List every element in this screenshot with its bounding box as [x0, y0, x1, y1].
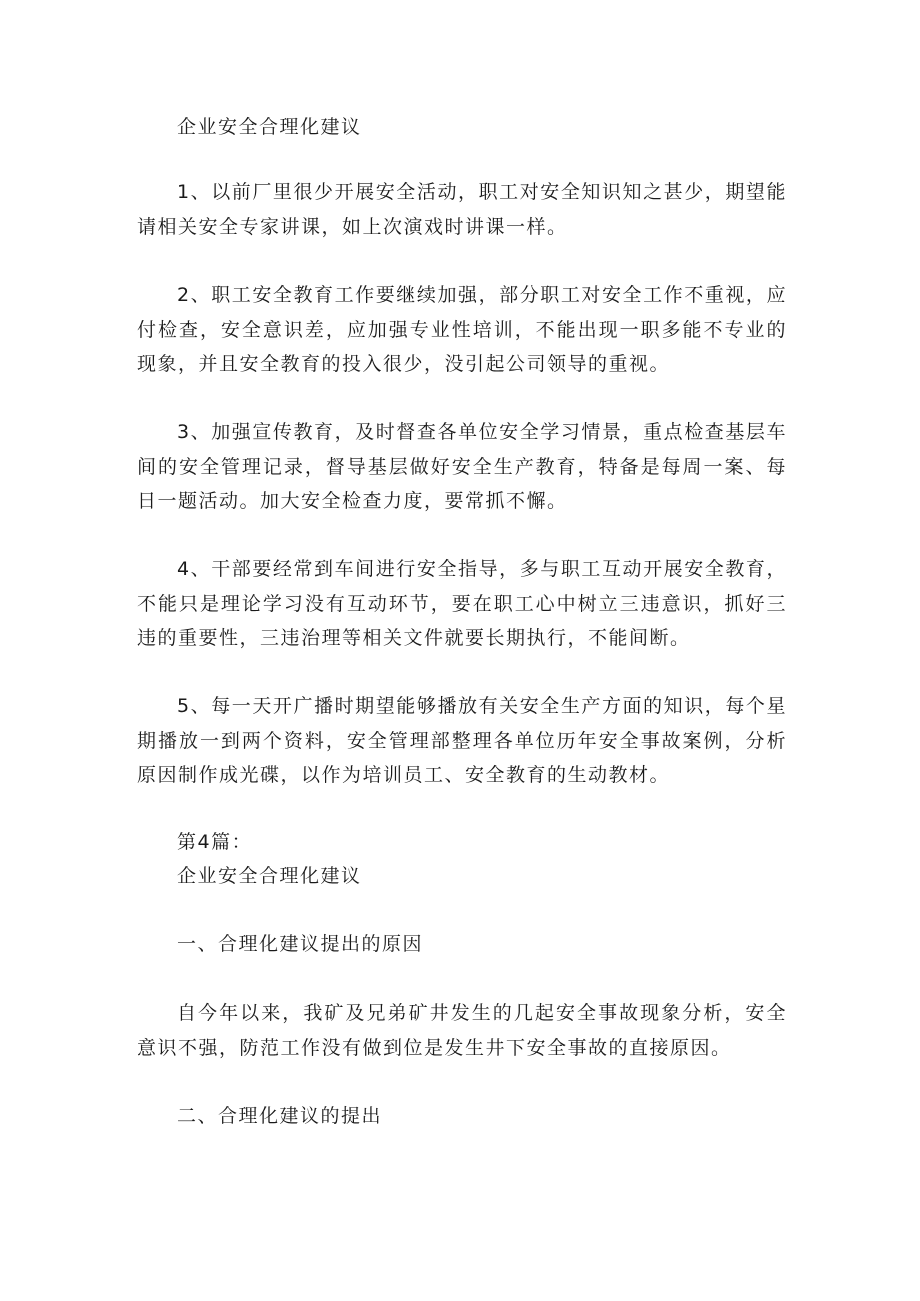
heading-reasons: 一、合理化建议提出的原因 — [177, 933, 424, 955]
document-title: 企业安全合理化建议 — [177, 116, 362, 138]
suggestion-item-5: 5、每一天开广播时期望能够播放有关安全生产方面的知识，每个星期播放一到两个资料，安全管理部整理各单位历年安全事故案例，分析原因制作成光碟，以作为培训员工、安全教育的生动教材。 — [137, 695, 787, 786]
suggestion-item-1: 1、以前厂里很少开展安全活动，职工对安全知识知之甚少，期望能请相关安全专家讲课，如上次演戏时讲课一样。 — [137, 181, 787, 238]
suggestion-item-2: 2、职工安全教育工作要继续加强，部分职工对安全工作不重视，应付检查，安全意识差，应加强专业性培训，不能出现一职多能不专业的现象，并且安全教育的投入很少，没引起公司领导的重视。 — [137, 284, 787, 375]
paragraph-reasons: 自今年以来，我矿及兄弟矿井发生的几起安全事故现象分析，安全意识不强，防范工作没有做到位是发生井下安全事故的直接原因。 — [137, 1002, 787, 1059]
suggestion-item-4: 4、干部要经常到车间进行安全指导，多与职工互动开展安全教育，不能只是理论学习没有互动环节，要在职工心中树立三违意识，抓好三违的重要性，三违治理等相关文件就要长期执行，不能间断。 — [137, 558, 787, 649]
suggestion-item-3: 3、加强宣传教育，及时督查各单位安全学习情景，重点检查基层车间的安全管理记录，督导基层做好安全生产教育，特备是每周一案、每日一题活动。加大安全检查力度，要常抓不懈。 — [137, 421, 787, 512]
section-label: 第4篇： — [177, 831, 253, 853]
heading-proposal: 二、合理化建议的提出 — [177, 1105, 383, 1127]
section-title: 企业安全合理化建议 — [177, 865, 362, 887]
